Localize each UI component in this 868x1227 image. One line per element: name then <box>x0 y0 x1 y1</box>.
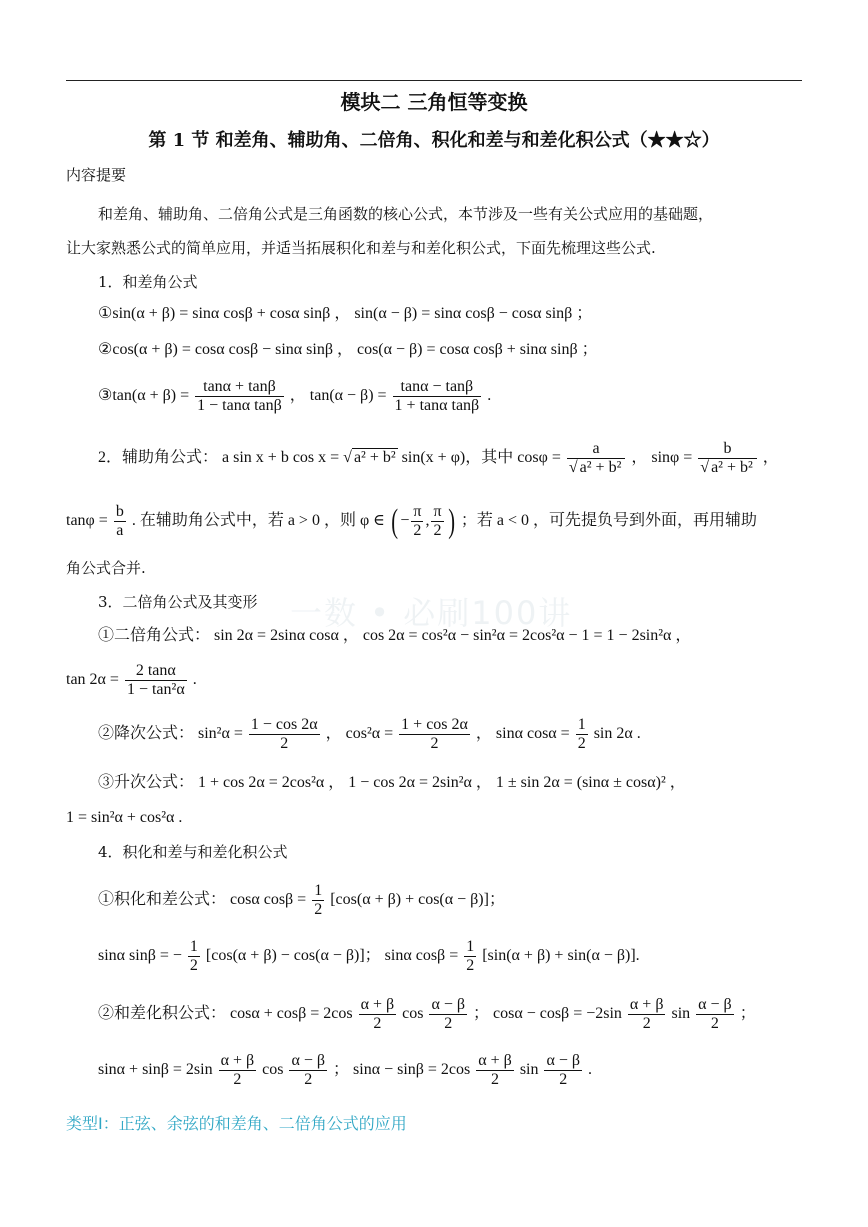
fraction: $\frac{1}{2}$ <box>577 716 586 752</box>
section-1-title: 1．和差角公式 <box>98 273 198 291</box>
section-title: 第 1 节 和差角、辅助角、二倍角、积化和差与和差化积公式（★★☆） <box>148 130 720 151</box>
fraction: $\frac{\alpha + \beta}{2}$ <box>220 1052 255 1088</box>
section-4-title: 4．积化和差与和差化积公式 <box>98 843 288 861</box>
auxiliary-angle-formula: 2．辅助角公式： a sin x + b cos x = √ a² + b² sin(x + φ)，其中 cosφ = $\frac{a}{\text{√ a² + b²}}$ ， sinφ = $\frac{b}{\text{√ a² + b²}}$ ， <box>98 440 779 476</box>
sqrt-radical: √ a² + b² <box>343 449 396 467</box>
left-paren: ( <box>391 502 399 540</box>
intro-line-2: 让大家熟悉公式的简单应用，并适当拓展积化和差与和差化积公式，下面先梳理这些公式. <box>66 239 656 257</box>
fraction: $\frac{\pi}{2}$ <box>413 503 422 539</box>
fraction: $\frac{2 \tan\alpha}{\text{1 − tan²α}}$ <box>126 662 185 698</box>
formula-product-to-sum-2: sinα sinβ = − $\frac{1}{2}$ [cos(α + β) − cos(α − β)]； sinα cosβ = $\frac{1}{2}$ [sin(α + β) + sin(α − β)]. <box>98 938 640 974</box>
fraction: $\frac{\alpha - \beta}{2}$ <box>546 1052 581 1088</box>
watermark: 一数 • 必刷100讲 <box>290 594 573 632</box>
formula-power-reduction: ②降次公式： sin²α = $\frac{1 - \cos 2\alpha}{2}$ ， cos²α = $\frac{1 + \cos 2\alpha}{2}$ ， sinα cosα = $\frac{1}{2}$ sin 2α . <box>98 716 641 752</box>
fraction: $\frac{\tan\alpha + \tan\beta}{\text{1 − tanα tanβ}}$ <box>197 378 282 414</box>
formula-product-to-sum-1: ①积化和差公式： cosα cosβ = $\frac{1}{2}$ [cos(α + β) + cos(α − β)]； <box>98 882 505 918</box>
formula-power-raising: ③升次公式： 1 + cos 2α = 2cos²α ， 1 − cos 2α = 2sin²α ， 1 ± sin 2α = (sinα ± cosα)² ， <box>98 774 686 791</box>
fraction: $\frac{1}{2}$ <box>314 882 323 918</box>
intro-line-1: 和差角、辅助角、二倍角公式是三角函数的核心公式，本节涉及一些有关公式应用的基础题， <box>98 205 714 223</box>
section-3-title: 3．二倍角公式及其变形 <box>98 593 258 611</box>
fraction: $\frac{\alpha - \beta}{2}$ <box>698 996 732 1032</box>
fraction: $\frac{1 - \cos 2\alpha}{2}$ <box>250 716 318 752</box>
auxiliary-angle-note: 角公式合并. <box>66 559 146 577</box>
right-paren: ) <box>447 502 455 540</box>
formula-tan-double: tan 2α = $\frac{2 \tan\alpha}{\text{1 − tan²α}}$ . <box>66 662 197 698</box>
fraction: $\frac{a}{\text{√ a² + b²}}$ <box>567 440 626 477</box>
fraction: $\frac{b}{a}$ <box>115 503 124 539</box>
fraction: $\frac{\pi}{2}$ <box>433 503 442 539</box>
fraction: $\frac{1 + \cos 2\alpha}{2}$ <box>401 716 468 752</box>
formula-sum-to-product-2: sinα + sinβ = 2sin $\frac{\alpha + \beta}{2}$ cos $\frac{\alpha - \beta}{2}$ ； sinα − sinβ = 2cos $\frac{\alpha + \beta}{2}$ sin $\frac{\alpha - \beta}{2}$ . <box>98 1052 593 1088</box>
module-title: 模块二 三角恒等变换 <box>340 90 528 114</box>
fraction: $\frac{\alpha + \beta}{2}$ <box>478 1052 512 1088</box>
formula-tan-sum-diff: ③tan(α + β) = $\frac{\tan\alpha + \tan\beta}{\text{1 − tanα tanβ}}$ ， tan(α − β) = $\frac{\tan\alpha - \tan\beta}{\text{1 + tanα tanβ}}$ . <box>98 378 492 414</box>
formula-cos-sum-diff: ②cos(α + β) = cosα cosβ − sinα sinβ ， cos(α − β) = cosα cosβ + sinα sinβ ； <box>98 341 598 358</box>
fraction: $\frac{\alpha - \beta}{2}$ <box>431 996 465 1032</box>
type-heading: 类型Ⅰ：正弦、余弦的和差角、二倍角公式的应用 <box>66 1114 407 1133</box>
fraction: $\frac{\alpha + \beta}{2}$ <box>360 996 395 1032</box>
formula-sin-sum-diff: ①sin(α + β) = sinα cosβ + cosα sinβ ， sin(α − β) = sinα cosβ − cosα sinβ ； <box>98 305 593 322</box>
fraction: $\frac{1}{2}$ <box>189 938 198 974</box>
auxiliary-angle-condition: tanφ = $\frac{b}{a}$ . 在辅助角公式中，若 a > 0 ，则 φ ∈ ( − $\frac{\pi}{2}$ , $\frac{\pi}{2}$ ) ；若 a < 0 ，可先提负号到外面，再用辅助 <box>66 502 758 540</box>
content-heading: 内容提要 <box>66 166 127 184</box>
fraction: $\frac{1}{2}$ <box>466 938 475 974</box>
formula-sum-to-product-1: ②和差化积公式： cosα + cosβ = 2cos $\frac{\alpha + \beta}{2}$ cos $\frac{\alpha - \beta}{2}$ ； cosα − cosβ = −2sin $\frac{\alpha + \beta}{2}$ sin $\frac{\alpha - \beta}{2}$ ； <box>98 996 756 1032</box>
fraction: $\frac{b}{\text{√ a² + b²}}$ <box>698 440 757 477</box>
header-rule <box>66 80 802 81</box>
fraction: $\frac{\alpha - \beta}{2}$ <box>291 1052 326 1088</box>
formula-pythagorean: 1 = sin²α + cos²α . <box>66 809 183 826</box>
formula-double-angle: ①二倍角公式： sin 2α = 2sinα cosα ， cos 2α = cos²α − sin²α = 2cos²α − 1 = 1 − 2sin²α ， <box>98 627 692 644</box>
fraction: $\frac{\alpha + \beta}{2}$ <box>629 996 664 1032</box>
fraction: $\frac{\tan\alpha - \tan\beta}{\text{1 + tanα tanβ}}$ <box>394 378 480 414</box>
